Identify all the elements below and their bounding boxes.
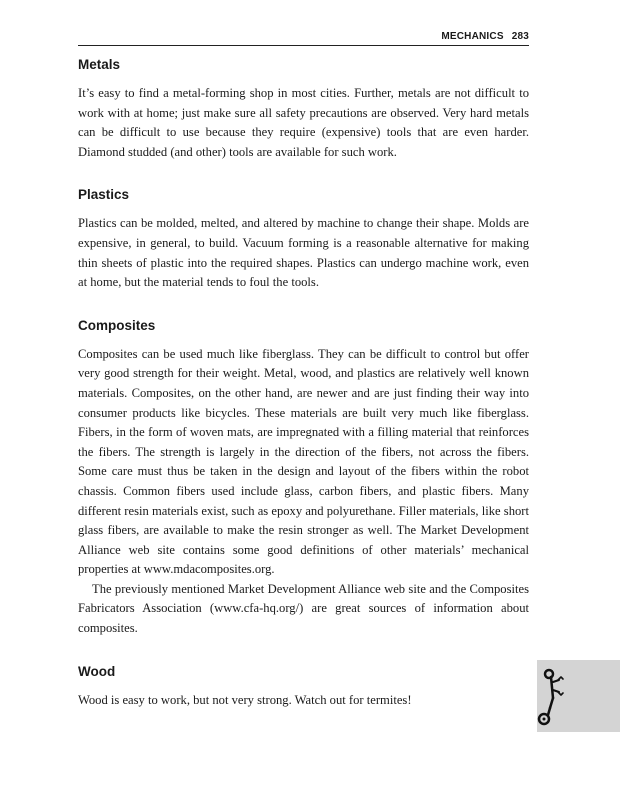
section-heading: Composites	[78, 317, 156, 333]
section-heading: Metals	[78, 57, 121, 72]
section-composites	[78, 317, 529, 639]
page-number: 283	[511, 31, 529, 42]
page-body	[78, 56, 529, 710]
section-plastics	[78, 186, 529, 292]
paragraph: Wood is easy to work, but not very strong. Watch out for termites!	[78, 692, 412, 707]
running-header-text	[441, 31, 529, 42]
robot-arm-icon	[537, 660, 620, 732]
paragraph: Composites can be used much like fiberglass. They can be difficult to control but offer very good strength for their weight. Metal, wood, and plastics are relatively well known materials. Composites, on the other hand, are newer and are just finding their way into consumer products like bicycles. These materials are built very much like fiberglass. Fibers, in the form of woven mats, are impregnated with a filling material that reinforces the fibers. The strength is largely in the direction of the fibers, not across the fibers. Some care must thus be taken in the design and layout of the fibers within the robot chassis. Common fibers used include glass, carbon fibers, and plastic fibers. Many different resin materials exist, such as epoxy and polyurethane. Filler materials, like short glass fibers, are available to make the resin stronger as well. The Market Development Alliance web site contains some good definitions of other materials’ mechanical properties at www.mdacomposites.org.	[78, 346, 529, 577]
paragraph: It’s easy to find a metal-forming shop in most cities. Further, metals are not difficult to work with at home; just make sure all safety precautions are observed. Very hard metals can be difficult to use because they require (expensive) tools that are even harder. Diamond studded (and other) tools are available for such work.	[78, 86, 529, 159]
paragraph: The previously mentioned Market Development Alliance web site and the Composites Fabricators Association (www.cfa-hq.org/) are great sources of information about composites.	[78, 581, 529, 636]
running-header	[78, 31, 529, 46]
paragraph: Plastics can be molded, melted, and altered by machine to change their shape. Molds are expensive, in general, to build. Vacuum forming is a reasonable alternative for making thin sheets of plastic into the required shapes. Plastics can undergo machine work, even at home, but the material tends to foul the tools.	[78, 216, 529, 290]
section-heading: Wood	[78, 663, 116, 679]
chapter-title: MECHANICS	[441, 31, 504, 42]
section-wood	[78, 663, 529, 711]
section-metals	[78, 56, 529, 162]
section-heading: Plastics	[78, 187, 130, 203]
chapter-thumb-tab	[537, 660, 620, 732]
